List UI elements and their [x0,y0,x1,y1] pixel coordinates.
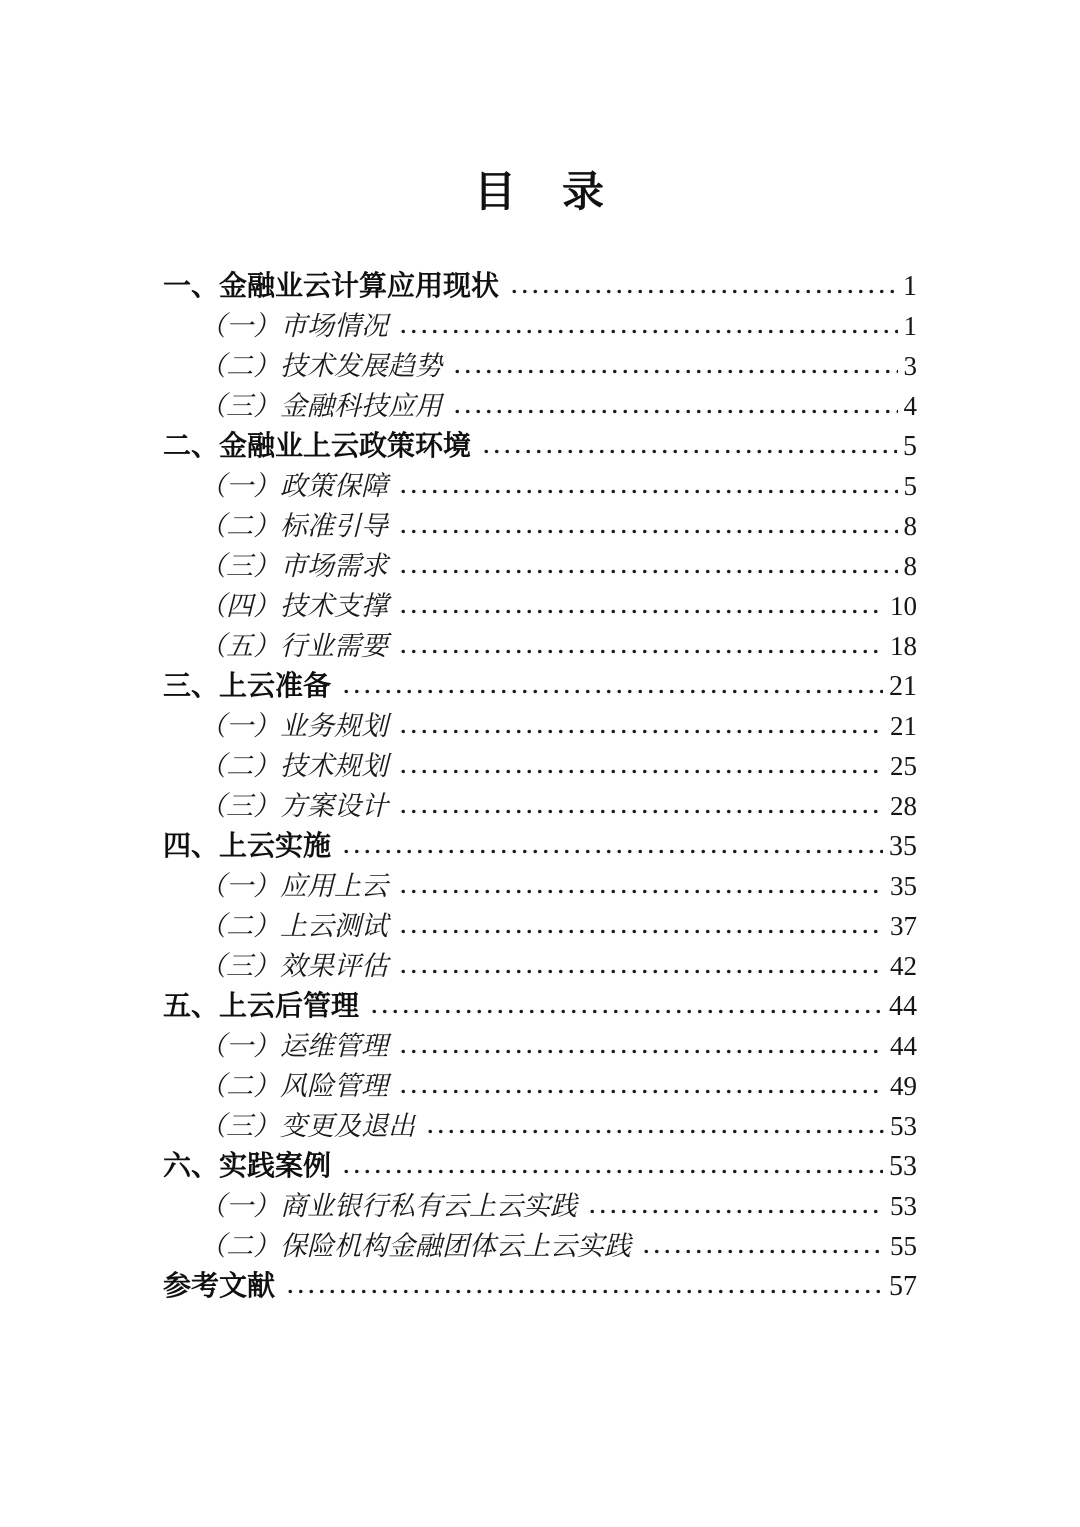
toc-entry [163,946,917,986]
toc-entry-label: （二）保险机构金融团体云上云实践 [199,1231,631,1261]
toc-entry [163,586,917,626]
toc-entry [163,626,917,666]
dot-leader [398,808,884,815]
toc-entry-label: （二）技术发展趋势 [199,351,442,381]
toc-entry-label: 参考文献 [163,1270,276,1301]
toc-entry [163,1266,917,1306]
toc-entry-page: 28 [890,791,917,821]
dot-leader [398,1088,884,1095]
toc-entry-page: 21 [890,711,917,741]
toc-entry-label: 二、金融业上云政策环境 [163,430,472,461]
toc-entry [163,866,917,906]
toc-entry-page: 8 [903,551,917,581]
toc-entry-label: 四、上云实施 [163,830,332,861]
toc-entry-page: 57 [889,1271,917,1302]
toc-entry [163,986,917,1026]
toc-entry-label: 五、上云后管理 [163,990,360,1021]
toc-entry [163,746,917,786]
toc-entry-label: （三）金融科技应用 [199,391,442,421]
toc-entry [163,386,917,426]
dot-leader [425,1128,884,1135]
dot-leader [452,408,898,415]
dot-leader [398,608,884,615]
toc-entry-page: 53 [890,1111,917,1141]
dot-leader [341,688,883,695]
toc-entry-page: 53 [889,1151,917,1182]
dot-leader [398,968,884,975]
toc-entry [163,306,917,346]
toc-entry [163,266,917,306]
toc-entry-label: （二）风险管理 [199,1071,388,1101]
toc-entry [163,1186,917,1226]
toc-entry [163,1106,917,1146]
toc-entry-page: 1 [903,271,917,302]
dot-leader [452,368,898,375]
dot-leader [398,768,884,775]
toc-entry [163,706,917,746]
dot-leader [587,1208,884,1215]
dot-leader [509,288,897,295]
toc-entry-page: 21 [889,671,917,702]
toc-entry-page: 42 [890,951,917,981]
toc-entry-label: （二）标准引导 [199,511,388,541]
dot-leader [398,928,884,935]
toc-entry-label: （一）应用上云 [199,871,388,901]
page-title: 目 录 [473,168,606,215]
toc-entry-page: 5 [903,471,917,501]
toc-entry-page: 49 [890,1071,917,1101]
dot-leader [285,1288,883,1295]
dot-leader [398,1048,884,1055]
toc-entry [163,466,917,506]
toc-entry-label: （三）变更及退出 [199,1111,415,1141]
table-of-contents [163,266,917,1306]
toc-entry-page: 10 [890,591,917,621]
dot-leader [398,888,884,895]
toc-entry [163,346,917,386]
dot-leader [481,448,897,455]
toc-entry-page: 4 [903,391,917,421]
dot-leader [398,648,884,655]
toc-entry-page: 35 [890,871,917,901]
toc-entry [163,426,917,466]
toc-entry-label: （二）技术规划 [199,751,388,781]
toc-entry [163,826,917,866]
toc-entry-label: （一）市场情况 [199,311,388,341]
toc-entry-label: （二）上云测试 [199,911,388,941]
toc-entry-label: 三、上云准备 [163,670,332,701]
toc-entry-label: （一）政策保障 [199,471,388,501]
toc-entry [163,666,917,706]
toc-entry-label: （一）业务规划 [199,711,388,741]
toc-entry-page: 5 [903,431,917,462]
toc-entry-page: 35 [889,831,917,862]
toc-entry-label: （三）方案设计 [199,791,388,821]
toc-entry [163,1066,917,1106]
toc-entry-label: 一、金融业云计算应用现状 [163,270,500,301]
toc-entry-label: （三）市场需求 [199,551,388,581]
toc-entry [163,546,917,586]
toc-entry [163,506,917,546]
dot-leader [398,568,898,575]
toc-entry-page: 44 [890,1031,917,1061]
toc-entry [163,1146,917,1186]
toc-entry-page: 55 [890,1231,917,1261]
toc-entry [163,906,917,946]
dot-leader [341,1168,883,1175]
toc-entry-label: （四）技术支撑 [199,591,388,621]
dot-leader [641,1248,884,1255]
dot-leader [398,488,898,495]
toc-entry-page: 8 [903,511,917,541]
toc-entry-page: 25 [890,751,917,781]
dot-leader [369,1008,883,1015]
toc-entry-page: 18 [890,631,917,661]
dot-leader [398,328,898,335]
toc-entry-page: 37 [890,911,917,941]
toc-entry-label: （三）效果评估 [199,951,388,981]
toc-entry [163,1226,917,1266]
dot-leader [398,728,884,735]
toc-entry-label: （一）运维管理 [199,1031,388,1061]
dot-leader [341,848,883,855]
toc-entry-page: 3 [903,351,917,381]
toc-entry-label: （五）行业需要 [199,631,388,661]
toc-entry-label: 六、实践案例 [163,1150,332,1181]
toc-entry-page: 53 [890,1191,917,1221]
toc-entry-label: （一）商业银行私有云上云实践 [199,1191,577,1221]
dot-leader [398,528,898,535]
toc-entry [163,786,917,826]
toc-entry-page: 44 [889,991,917,1022]
toc-entry [163,1026,917,1066]
toc-entry-page: 1 [903,311,917,341]
